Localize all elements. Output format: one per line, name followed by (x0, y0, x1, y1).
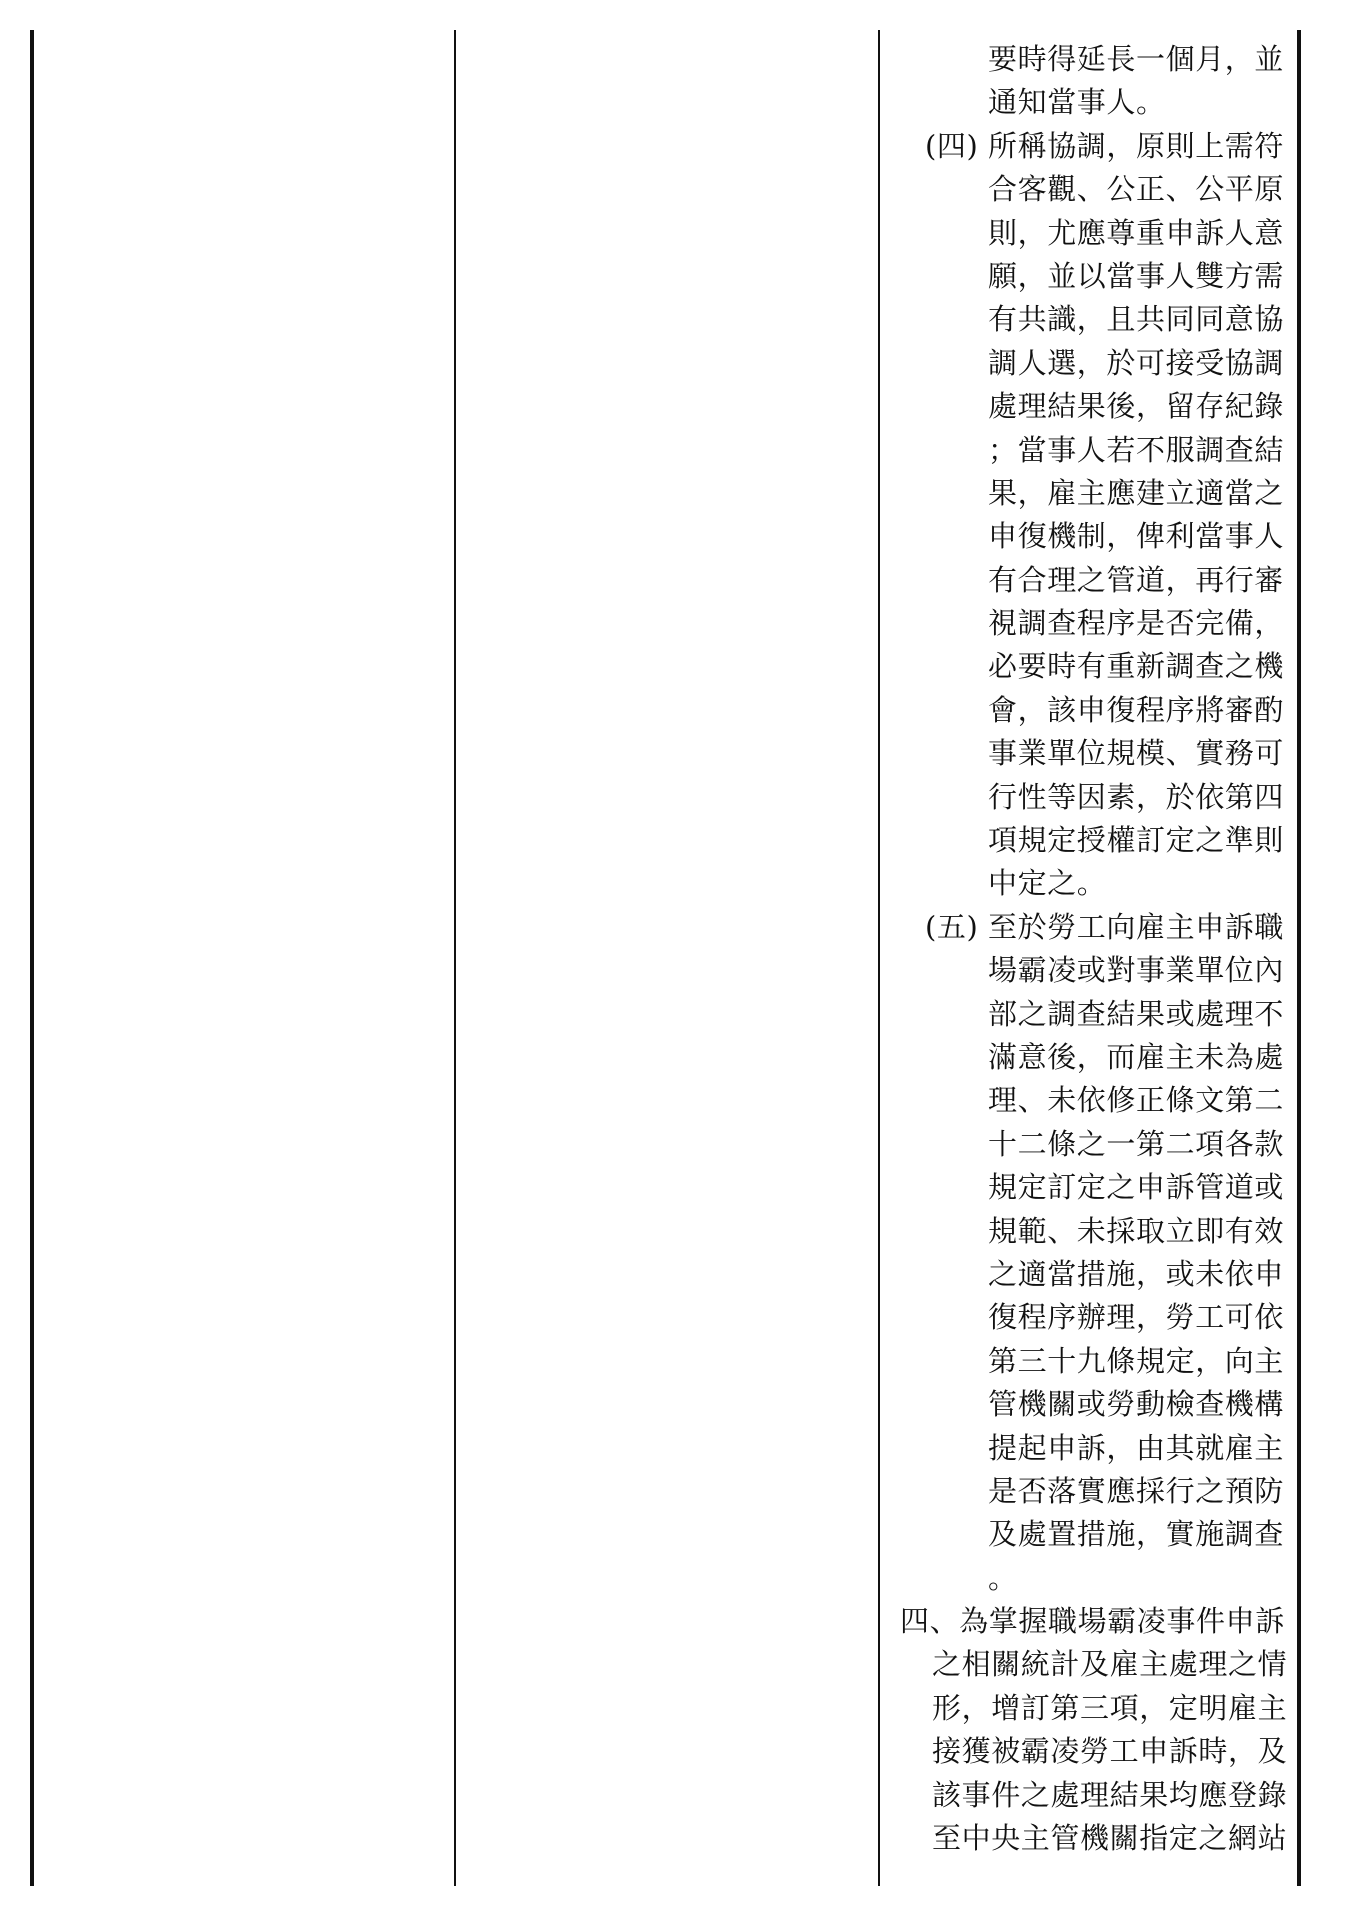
main-item-continuation-line: 該事件之處理結果均應登錄 (932, 1777, 1288, 1812)
sub-item-continuation-line: 規範、未採取立即有效 (988, 1213, 1285, 1248)
sub-item-continuation-line: 行性等因素，於依第四 (988, 779, 1285, 814)
sub-item-continuation-line: 。 (988, 1560, 1018, 1595)
sub-item-text: 至於勞工向雇主申訴職 (988, 909, 1285, 944)
sub-item-continuation-line: 事業單位規模、實務可 (988, 736, 1285, 771)
sub-item-continuation-line: 及處置措施，實施調查 (988, 1517, 1285, 1552)
table-right-border (1297, 30, 1301, 1886)
main-item-continuation-line: 接獲被霸凌勞工申訴時，及 (932, 1734, 1288, 1769)
sub-item-continuation-line: 第三十九條規定，向主 (988, 1343, 1285, 1378)
sub-item-marker: (四) (925, 128, 979, 163)
table-column-left (34, 30, 454, 1886)
sub-item-continuation-line: 申復機制，俾利當事人 (988, 519, 1285, 554)
sub-item-continuation-line: 則，尤應尊重申訴人意 (988, 215, 1285, 250)
sub-item-continuation-line: 有合理之管道，再行審 (988, 562, 1285, 597)
sub-item-text: 所稱協調，原則上需符 (988, 128, 1285, 163)
sub-item-continuation-line: 合客觀、公正、公平原 (988, 172, 1285, 207)
sub-item-continuation-line: 中定之。 (988, 866, 1107, 901)
sub-item-continuation-line: 提起申訴，由其就雇主 (988, 1430, 1285, 1465)
sub-item-continuation-line: 要時得延長一個月，並 (988, 42, 1285, 76)
sub-item-continuation-line: 部之調查結果或處理不 (988, 996, 1285, 1031)
sub-item-continuation-line: 必要時有重新調查之機 (988, 649, 1285, 684)
sub-item-continuation-line: 場霸凌或對事業單位內 (988, 953, 1285, 988)
sub-item-continuation-line: 管機關或勞動檢查機構 (988, 1387, 1285, 1422)
sub-item-continuation-line: 滿意後，而雇主未為處 (988, 1039, 1285, 1074)
sub-item-first-line (880, 906, 1297, 949)
sub-item-marker: (五) (925, 909, 979, 944)
sub-item-continuation-line: 復程序辦理，勞工可依 (988, 1300, 1285, 1335)
sub-item-continuation-line: 是否落實應採行之預防 (988, 1473, 1285, 1508)
explanation-text (880, 38, 1297, 1860)
sub-item-continuation-line: 理、未依修正條文第二 (988, 1083, 1285, 1118)
sub-item-continuation-line: 通知當事人。 (988, 85, 1166, 120)
sub-item-continuation-line: 之適當措施，或未依申 (988, 1256, 1285, 1291)
main-item-continuation-line: 之相關統計及雇主處理之情 (932, 1647, 1288, 1682)
table-column-middle (456, 30, 878, 1886)
table-column-right (880, 30, 1297, 1886)
sub-item-continuation-line: 會，該申復程序將審酌 (988, 692, 1285, 727)
sub-item-continuation-line: 有共識，且共同同意協 (988, 302, 1285, 337)
main-item-continuation-line: 至中央主管機關指定之網站 (932, 1821, 1288, 1856)
sub-item-continuation-line: 規定訂定之申訴管道或 (988, 1170, 1285, 1205)
sub-item-continuation-line: 項規定授權訂定之準則 (988, 823, 1285, 858)
main-item-continuation-line: 形，增訂第三項，定明雇主 (932, 1690, 1288, 1725)
sub-item-continuation-line: 願，並以當事人雙方需 (988, 258, 1285, 293)
sub-item-continuation-line: 果，雇主應建立適當之 (988, 475, 1285, 510)
sub-item-continuation-line: 處理結果後，留存紀錄 (988, 389, 1285, 424)
main-item-first-line: 四、為掌握職場霸凌事件申訴 (900, 1604, 1285, 1639)
sub-item-continuation-line: 調人選，於可接受協調 (988, 345, 1285, 380)
sub-item-continuation-line: 視調查程序是否完備， (988, 606, 1285, 641)
sub-item-continuation-line: 十二條之一第二項各款 (988, 1126, 1285, 1161)
sub-item-first-line (880, 125, 1297, 168)
sub-item-continuation-line: ；當事人若不服調查結 (988, 432, 1285, 467)
